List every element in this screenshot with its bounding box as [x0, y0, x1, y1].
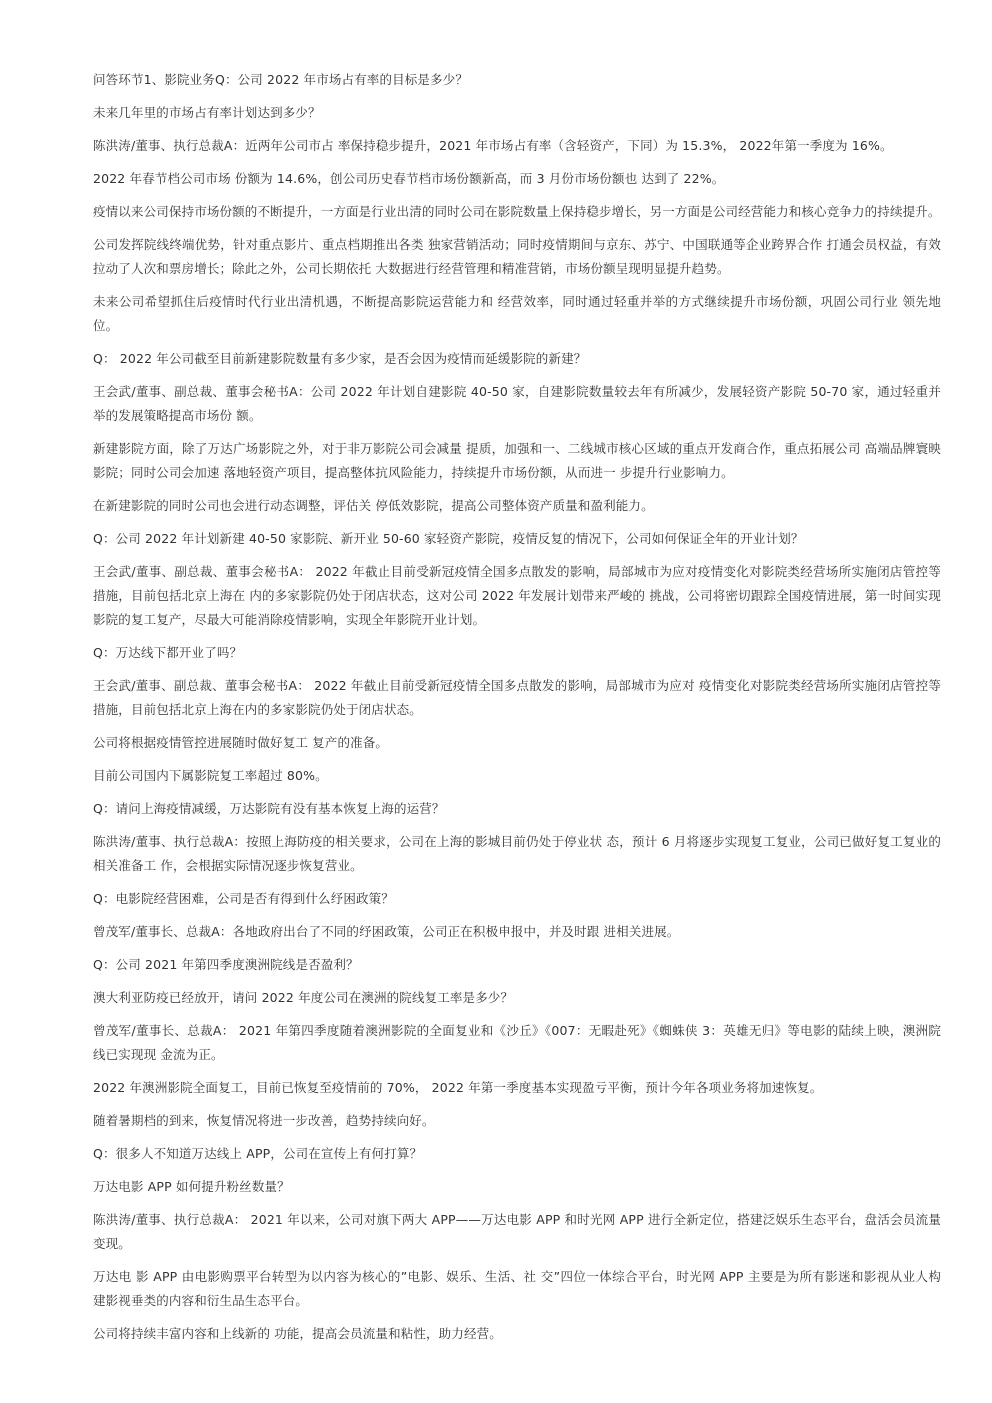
- question-paragraph: Q：万达线下都开业了吗？: [93, 645, 243, 660]
- answer-paragraph: 王会武/董事、副总裁、董事会秘书A： 2022 年截止目前受新冠疫情全国多点散发的影响，局部城市为应对疫情变化对影院类经营场所实施闭店管控等措施，目前包括北京上海在 内的多家影院仍处于闭店状态，这对公司 2022 年发展计划带来严峻的 挑战，公司将密切跟踪全国疫情进展，第一时间实现影院的复工复产，尽最大可能消除疫情影响，实现全年影院开业计划。: [93, 564, 941, 627]
- question-paragraph: Q： 2022 年公司截至目前新建影院数量有多少家，是否会因为疫情而延缓影院的新建？: [93, 351, 587, 366]
- answer-paragraph: 陈洪涛/董事、执行总裁A：按照上海防疫的相关要求，公司在上海的影城目前仍处于停业状 态，预计 6 月将逐步实现复工复业，公司已做好复工复业的相关准备工 作，会根据实际情况逐步恢复营业。: [93, 834, 941, 873]
- question-paragraph: Q：公司 2022 年计划新建 40-50 家影院、新开业 50-60 家轻资产影院，疫情反复的情况下，公司如何保证全年的开业计划？: [93, 531, 804, 546]
- question-paragraph-cont: 澳大利亚防疫已经放开，请问 2022 年度公司在澳洲的院线复工率是多少？: [93, 990, 514, 1005]
- answer-paragraph: 新建影院方面，除了万达广场影院之外，对于非万影院公司会减量 提质，加强和一、二线城市核心区域的重点开发商合作，重点拓展公司 高端品牌寰映影院；同时公司会加速 落地轻资产项目，提高整体抗风险能力，持续提升市场份额，从而进一 步提升行业影响力。: [93, 441, 941, 480]
- answer-paragraph: 陈洪涛/董事、执行总裁A：近两年公司市占 率保持稳步提升，2021 年市场占有率（含轻资产，下同）为 15.3%， 2022年第一季度为 16%。: [93, 138, 893, 153]
- document-page: [93, 68, 941, 1355]
- answer-paragraph: 目前公司国内下属影院复工率超过 80%。: [93, 768, 328, 783]
- answer-paragraph: 陈洪涛/董事、执行总裁A： 2021 年以来，公司对旗下两大 APP——万达电影 APP 和时光网 APP 进行全新定位，搭建泛娱乐生态平台，盘活会员流量 变现。: [93, 1212, 941, 1251]
- answer-paragraph: 王会武/董事、副总裁、董事会秘书A：公司 2022 年计划自建影院 40-50 家，自建影院数量较去年有所减少，发展轻资产影院 50-70 家，通过轻重并举的发展策略提高市场份 额。: [93, 384, 941, 423]
- qa-intro-question: 问答环节1、影院业务Q：公司 2022 年市场占有率的目标是多少？: [93, 72, 469, 87]
- answer-paragraph: 公司发挥院线终端优势，针对重点影片、重点档期推出各类 独家营销活动；同时疫情期间与京东、苏宁、中国联通等企业跨界合作 打通会员权益，有效拉动了人次和票房增长；除此之外，公司长期依托 大数据进行经营管理和精准营销，市场份额呈现明显提升趋势。: [93, 237, 941, 276]
- answer-paragraph: 2022 年澳洲影院全面复工，目前已恢复至疫情前的 70%， 2022 年第一季度基本实现盈亏平衡，预计今年各项业务将加速恢复。: [93, 1080, 823, 1095]
- question-paragraph: Q：公司 2021 年第四季度澳洲院线是否盈利？: [93, 957, 359, 972]
- answer-paragraph: 在新建影院的同时公司也会进行动态调整，评估关 停低效影院，提高公司整体资产质量和盈利能力。: [93, 498, 654, 513]
- answer-paragraph: 王会武/董事、副总裁、董事会秘书A： 2022 年截止目前受新冠疫情全国多点散发的影响，局部城市为应对 疫情变化对影院类经营场所实施闭店管控等措施，目前包括北京上海在内的多家影院仍处于闭店状态。: [93, 678, 941, 717]
- answer-paragraph: 未来公司希望抓住后疫情时代行业出清机遇，不断提高影院运营能力和 经营效率，同时通过轻重并举的方式继续提升市场份额，巩固公司行业 领先地位。: [93, 294, 941, 333]
- answer-paragraph: 随着暑期档的到来，恢复情况将进一步改善，趋势持续向好。: [93, 1113, 435, 1128]
- answer-paragraph: 曾茂军/董事长、总裁A： 2021 年第四季度随着澳洲影院的全面复业和《沙丘》《007：无暇赴死》《蜘蛛侠 3：英雄无归》等电影的陆续上映，澳洲院线已实现现 金流为正。: [93, 1023, 941, 1062]
- question-paragraph: Q：电影院经营困难，公司是否有得到什么纾困政策？: [93, 891, 394, 906]
- answer-paragraph: 疫情以来公司保持市场份额的不断提升，一方面是行业出清的同时公司在影院数量上保持稳步增长，另一方面是公司经营能力和核心竞争力的持续提升。: [93, 204, 941, 219]
- answer-paragraph: 曾茂军/董事长、总裁A：各地政府出台了不同的纾困政策，公司正在积极申报中，并及时跟 进相关进展。: [93, 924, 680, 939]
- question-paragraph: Q：很多人不知道万达线上 APP，公司在宣传上有何打算？: [93, 1146, 423, 1161]
- answer-paragraph: 2022 年春节档公司市场 份额为 14.6%，创公司历史春节档市场份额新高，而 3 月份市场份额也 达到了 22%。: [93, 171, 725, 186]
- qa-intro-question-cont: 未来几年里的市场占有率计划达到多少？: [93, 105, 321, 120]
- question-paragraph-cont: 万达电影 APP 如何提升粉丝数量？: [93, 1179, 290, 1194]
- question-paragraph: Q：请问上海疫情减缓，万达影院有没有基本恢复上海的运营？: [93, 801, 445, 816]
- answer-paragraph: 公司将持续丰富内容和上线新的 功能，提高会员流量和粘性，助力经营。: [93, 1326, 502, 1341]
- answer-paragraph: 公司将根据疫情管控进展随时做好复工 复产的准备。: [93, 735, 389, 750]
- answer-paragraph: 万达电 影 APP 由电影购票平台转型为以内容为核心的”电影、娱乐、生活、社 交”四位一体综合平台，时光网 APP 主要是为所有影迷和影视从业人构 建影视垂类的内容和衍生品生态平台。: [93, 1269, 941, 1308]
